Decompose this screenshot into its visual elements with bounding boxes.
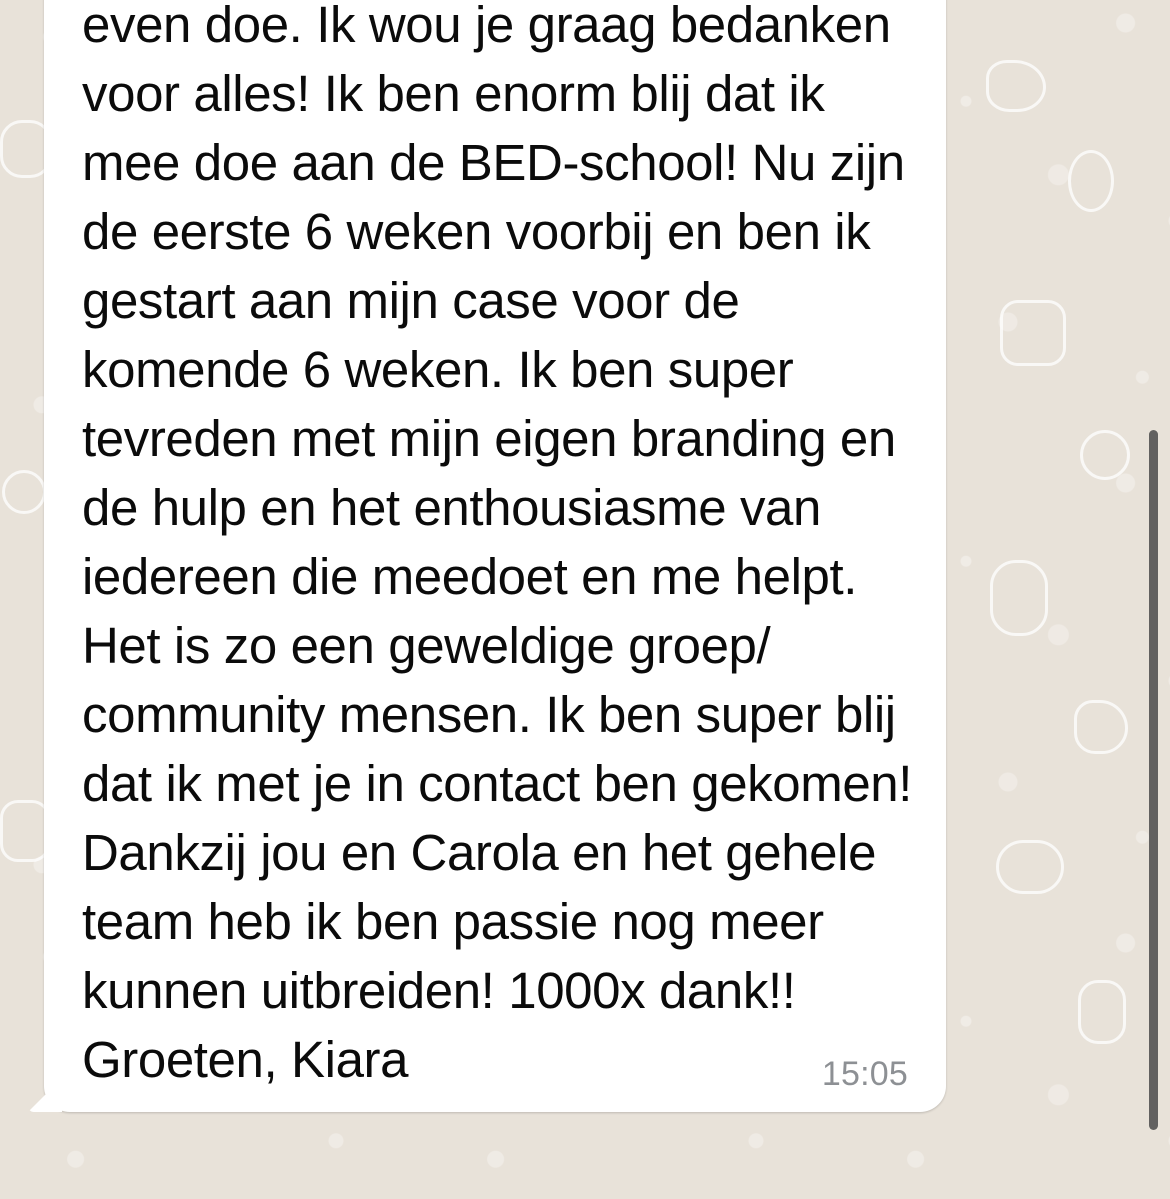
message-timestamp: 15:05 <box>821 1055 908 1093</box>
wallpaper-doodle <box>986 60 1046 112</box>
message-text: even doe. Ik wou je graag bedanken voor alles! Ik ben enorm blij dat ik mee doe aan de BED-school! Nu zijn de eerste 6 weken voorbij en ben ik gestart aan mijn case voor de komende 6 weken. Ik ben super tevreden met mijn eigen branding en de hulp en het enthousiasme van iedereen die meedoet en me helpt. Het is zo een geweldige groep/ community mensen. Ik ben super blij dat ik met je in contact ben gekomen! Dankzij jou en Carola en het gehele team heb ik ben passie nog meer kunnen uitbreiden! 1000x dank!! Groeten, Kiara <box>82 0 926 1088</box>
wallpaper-doodle <box>1000 300 1066 366</box>
wallpaper-doodle <box>2 470 46 514</box>
wallpaper-doodle <box>1080 430 1130 480</box>
wallpaper-doodle <box>1074 700 1128 754</box>
wallpaper-doodle <box>1078 980 1126 1044</box>
wallpaper-doodle <box>996 840 1064 894</box>
scrollbar-thumb[interactable] <box>1149 430 1158 1130</box>
scrollbar-track[interactable] <box>1155 0 1164 1199</box>
wallpaper-doodle <box>990 560 1048 636</box>
message-bubble-incoming[interactable] <box>44 0 946 1112</box>
wallpaper-doodle <box>1068 150 1114 212</box>
wallpaper-doodle <box>0 800 50 862</box>
